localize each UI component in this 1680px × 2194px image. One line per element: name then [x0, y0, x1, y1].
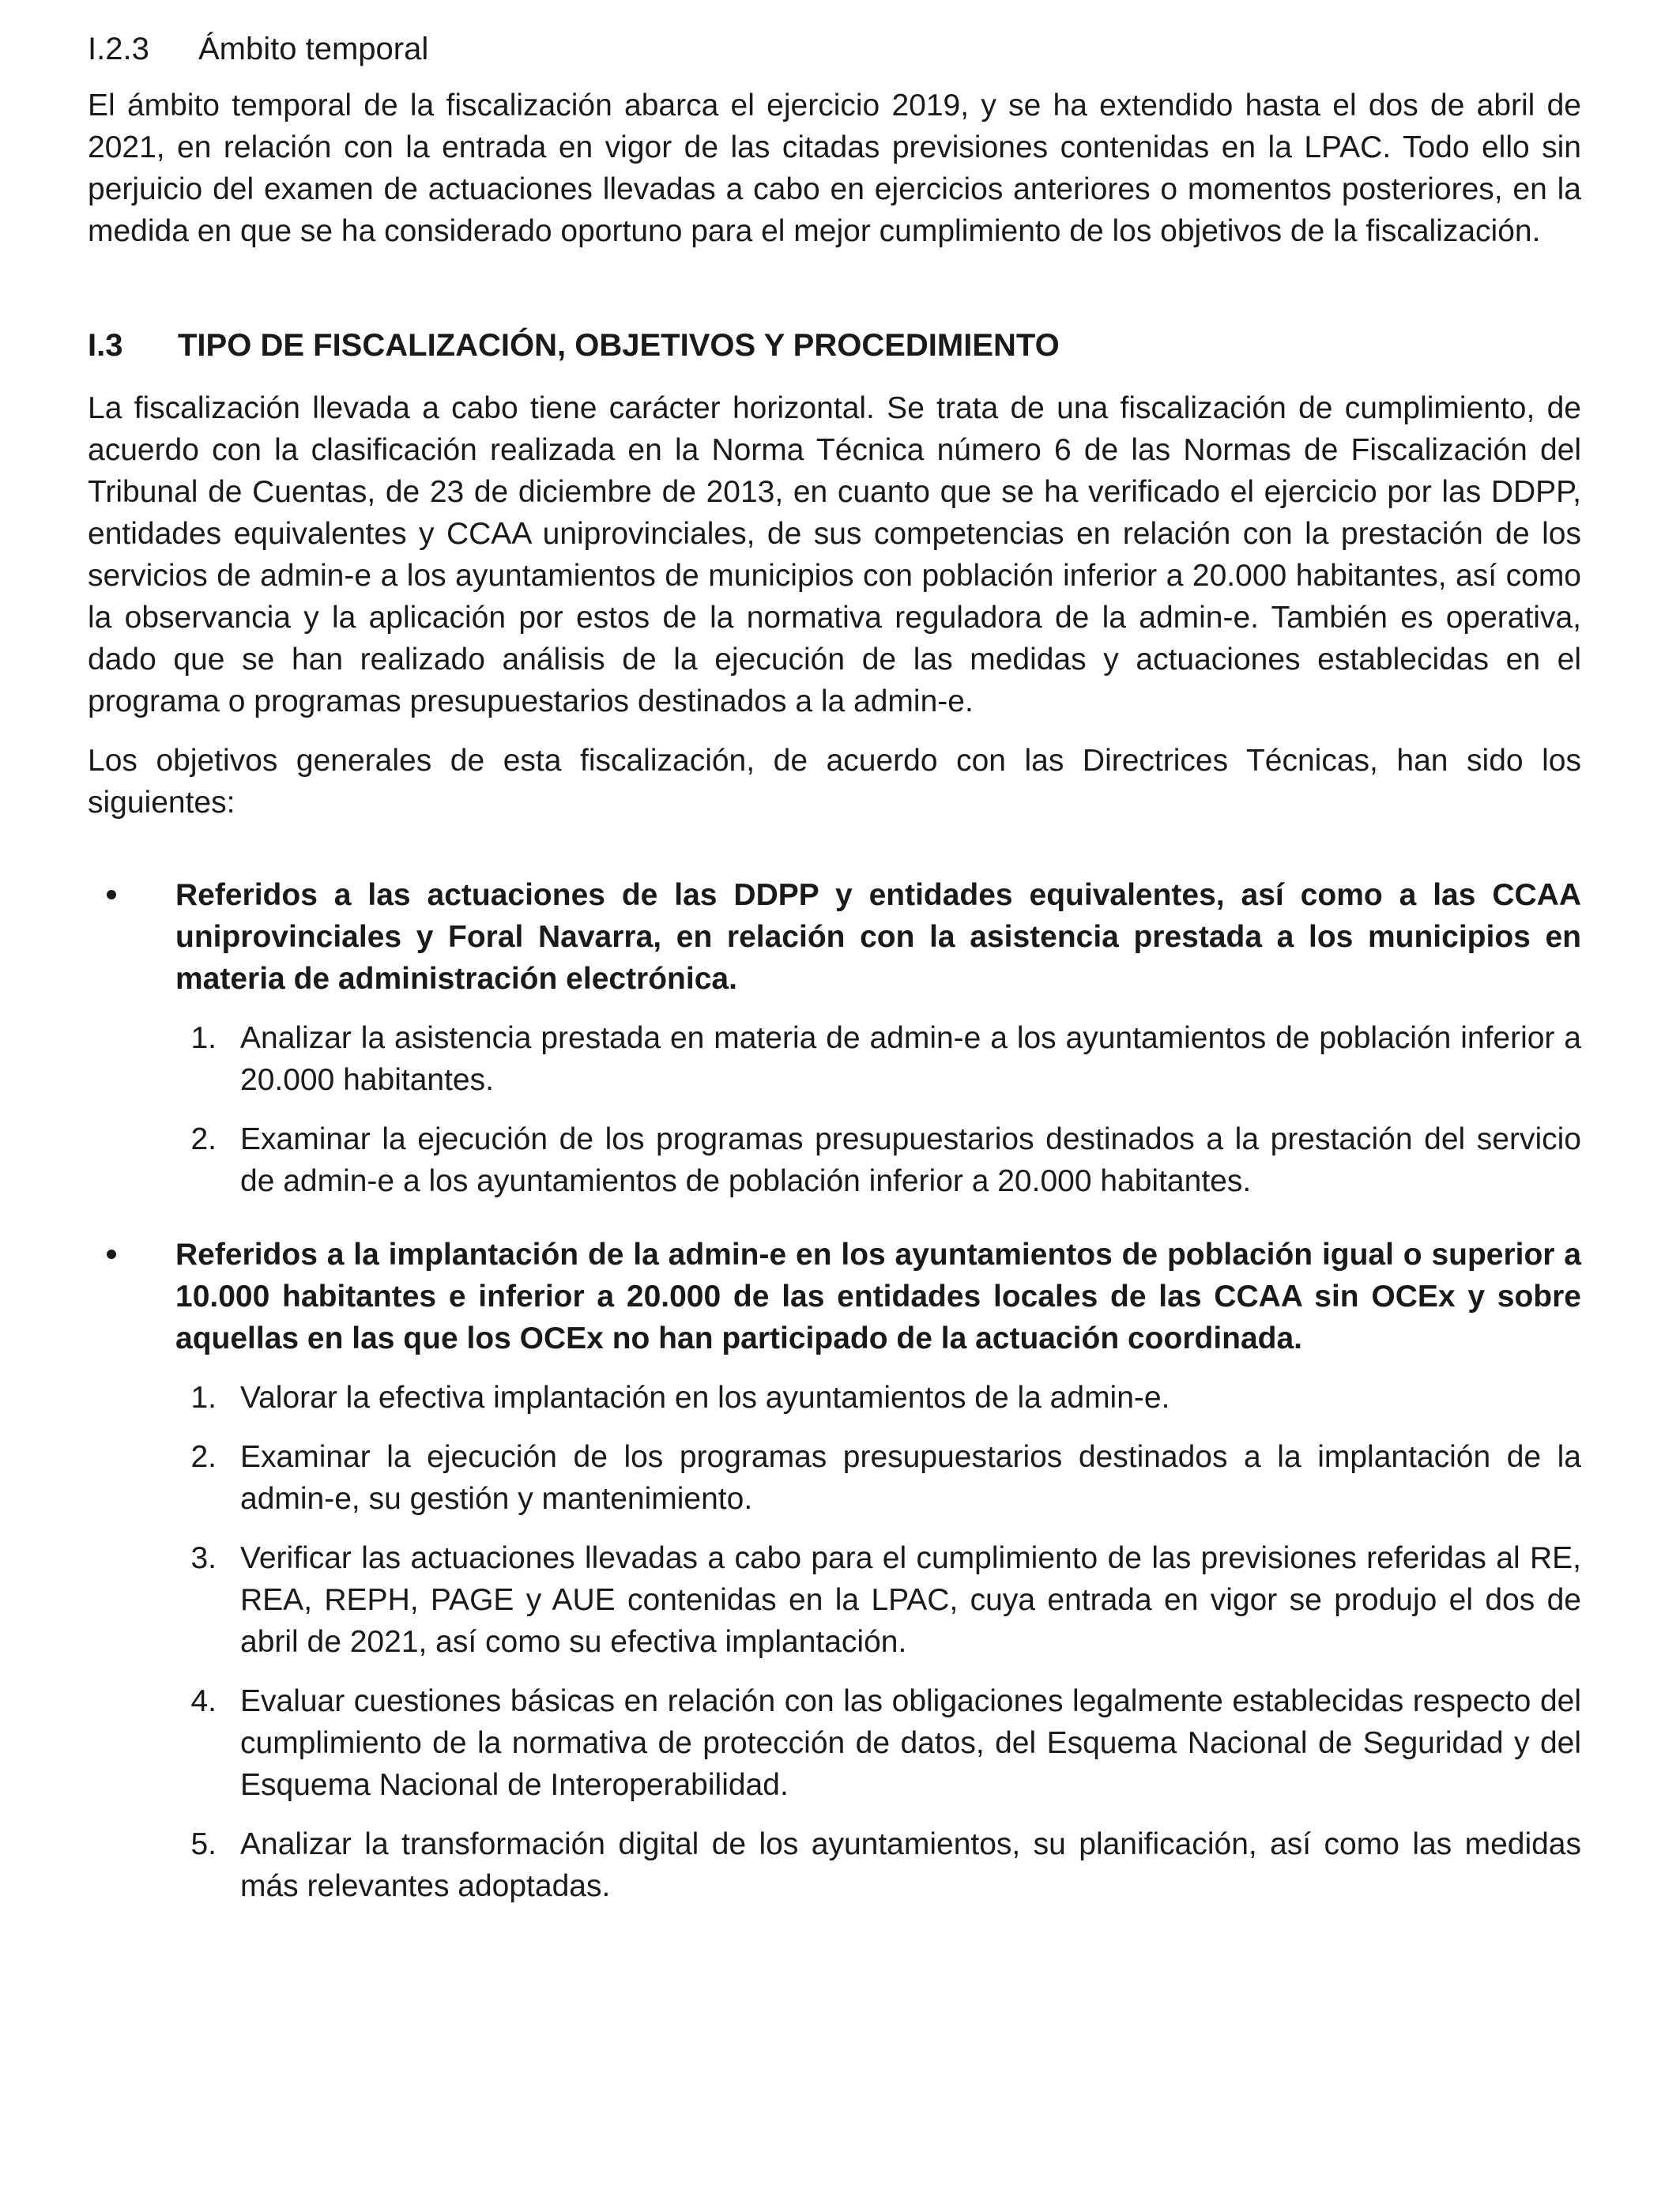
section-number: I.3 — [88, 328, 123, 363]
document-page — [88, 28, 1581, 1907]
section-paragraph-2: Los objetivos generales de esta fiscalización, de acuerdo con las Directrices Técnicas, han sido los siguientes: — [88, 744, 1581, 820]
subsection-number: I.2.3 — [88, 32, 149, 66]
list-item-number: 2. — [190, 1440, 217, 1474]
list-item-number: 1. — [190, 1021, 217, 1055]
list-item — [88, 1436, 1581, 1520]
list-item — [88, 1017, 1581, 1101]
objective-bullet — [88, 874, 1581, 1000]
list-item — [88, 1118, 1581, 1202]
list-item — [88, 1680, 1581, 1806]
objective-bullet — [88, 1234, 1581, 1359]
list-item-number: 4. — [190, 1684, 217, 1718]
list-item-text: Examinar la ejecución de los programas presupuestarios destinados a la implantación de la admin-e, su gestión y mantenimiento. — [240, 1440, 1581, 1516]
list-item-text: Examinar la ejecución de los programas presupuestarios destinados a la prestación del servicio de admin-e a los ayuntamientos de población inferior a 20.000 habitantes. — [240, 1122, 1581, 1198]
list-item-text: Verificar las actuaciones llevadas a cabo para el cumplimiento de las previsiones referidas al RE, REA, REPH, PAGE y AUE contenidas en la LPAC, cuya entrada en vigor se produjo el dos de abril de 2021, así como su efectiva implantación. — [240, 1541, 1581, 1659]
section-heading — [88, 325, 1581, 367]
list-item-text: Valorar la efectiva implantación en los ayuntamientos de la admin-e. — [240, 1381, 1170, 1415]
list-item-number: 2. — [190, 1122, 217, 1156]
list-item-number: 5. — [190, 1827, 217, 1861]
list-item — [88, 1377, 1581, 1419]
list-item — [88, 1537, 1581, 1663]
list-item-text: Evaluar cuestiones básicas en relación con las obligaciones legalmente establecidas respecto del cumplimiento de la normativa de protección de datos, del Esquema Nacional de Seguridad y del Esquema Nacional de Interoperabilidad. — [240, 1684, 1581, 1802]
subsection-title: Ámbito temporal — [198, 32, 429, 66]
objective-list — [88, 1017, 1581, 1202]
list-item-number: 1. — [190, 1381, 217, 1415]
list-item-text: Analizar la asistencia prestada en materia de admin-e a los ayuntamientos de población inferior a 20.000 habitantes. — [240, 1021, 1581, 1097]
section-paragraph-1: La fiscalización llevada a cabo tiene carácter horizontal. Se trata de una fiscalización de cumplimiento, de acuerdo con la clasificación realizada en la Norma Técnica número 6 de las Normas de Fiscalización del Tribunal de Cuentas, de 23 de diciembre de 2013, en cuanto que se ha verificado el ejercicio por las DDPP, entidades equivalentes y CCAA uniprovinciales, de sus competencias en relación con la prestación de los servicios de admin-e a los ayuntamientos de municipios con población inferior a 20.000 habitantes, así como la observancia y la aplicación por estos de la normativa reguladora de la admin-e. También es operativa, dado que se han realizado análisis de la ejecución de las medidas y actuaciones establecidas en el programa o programas presupuestarios destinados a la admin-e. — [88, 391, 1581, 718]
subsection-paragraph: El ámbito temporal de la fiscalización abarca el ejercicio 2019, y se ha extendido hasta el dos de abril de 2021, en relación con la entrada en vigor de las citadas previsiones contenidas en la LPAC. Todo ello sin perjuicio del examen de actuaciones llevadas a cabo en ejercicios anteriores o momentos posteriores, en la medida en que se ha considerado oportuno para el mejor cumplimiento de los objetivos de la fiscalización. — [88, 89, 1581, 248]
list-item — [88, 1823, 1581, 1907]
bullet-icon — [88, 874, 175, 1000]
objective-heading: Referidos a la implantación de la admin-e en los ayuntamientos de población igual o superior a 10.000 habitantes e inferior a 20.000 de las entidades locales de las CCAA sin OCEx y sobre aquellas en las que los OCEx no han participado de la actuación coordinada. — [175, 1238, 1581, 1355]
objective-list — [88, 1377, 1581, 1907]
objective-heading: Referidos a las actuaciones de las DDPP y entidades equivalentes, así como a las CCAA uniprovinciales y Foral Navarra, en relación con la asistencia prestada a los municipios en materia de administración electrónica. — [175, 878, 1581, 996]
section-title: TIPO DE FISCALIZACIÓN, OBJETIVOS Y PROCEDIMIENTO — [178, 328, 1060, 363]
list-item-number: 3. — [190, 1541, 217, 1575]
bullet-icon — [88, 1234, 175, 1359]
subsection-heading — [88, 28, 1581, 70]
list-item-text: Analizar la transformación digital de los ayuntamientos, su planificación, así como las medidas más relevantes adoptadas. — [240, 1827, 1581, 1903]
